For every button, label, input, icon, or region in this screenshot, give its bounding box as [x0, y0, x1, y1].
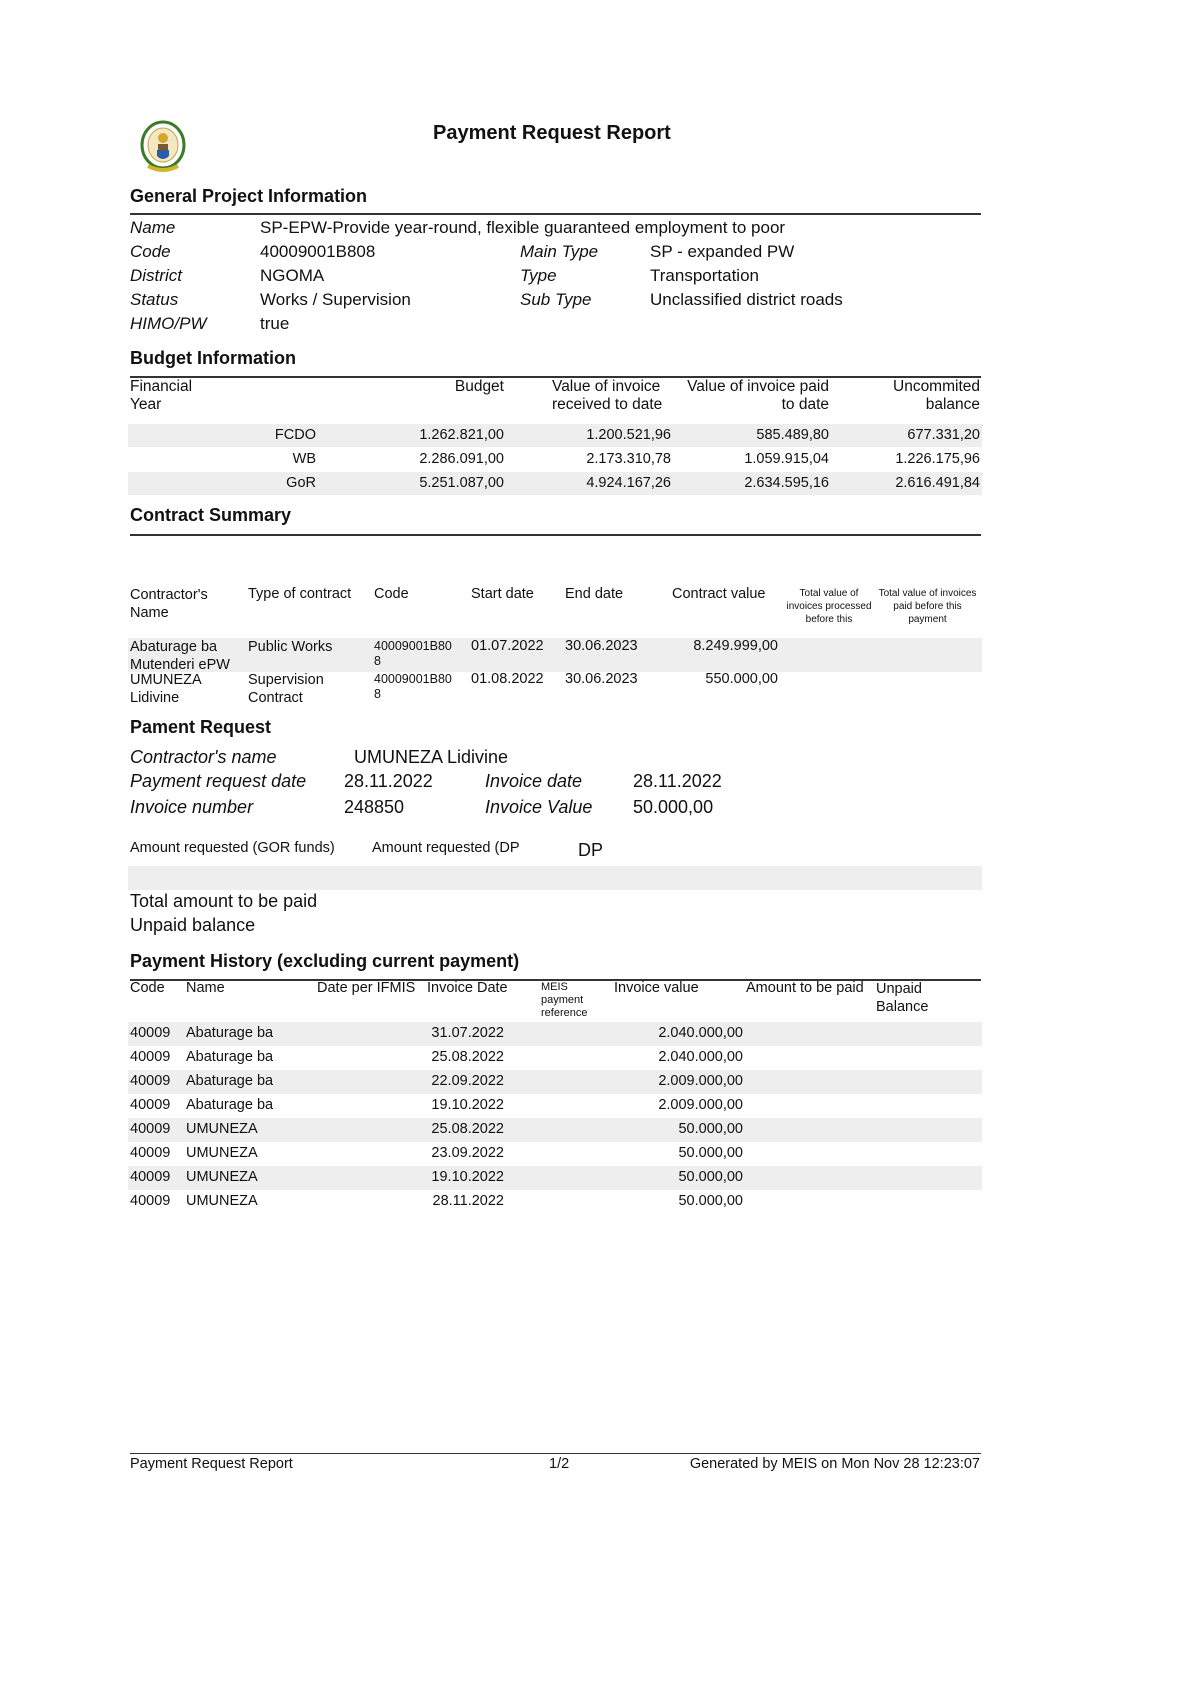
- contract-value: 8.249.999,00: [693, 638, 778, 654]
- invoice-number: 248850: [344, 797, 405, 817]
- sub-type-label: Sub Type: [520, 290, 592, 309]
- history-invoice-date: 31.07.2022: [431, 1025, 504, 1041]
- history-invoice-value: 2.009.000,00: [658, 1073, 743, 1089]
- amount-dp-label: Amount requested (DP: [372, 840, 520, 856]
- budget-source: FCDO: [274, 427, 316, 443]
- coat-of-arms-logo: [138, 120, 188, 174]
- budget-received: 2.173.310,78: [586, 451, 671, 467]
- sub-type: Unclassified district roads: [650, 290, 843, 309]
- history-header-invoice-value: Invoice value: [614, 980, 699, 996]
- budget-paid: 2.634.595,16: [744, 475, 829, 491]
- history-header-meis-ref: MEIS payment reference: [541, 981, 588, 1019]
- history-header-name: Name: [186, 980, 225, 996]
- budget-value: 1.262.821,00: [419, 427, 504, 443]
- history-header-invoice-date: Invoice Date: [427, 980, 508, 996]
- contract-summary-heading: Contract Summary: [130, 505, 292, 525]
- budget-header-budget: Budget: [454, 378, 504, 395]
- project-name: SP-EPW-Provide year-round, flexible guaranteed employment to poor: [260, 218, 786, 237]
- budget-value: 5.251.087,00: [419, 475, 504, 491]
- page-number: 1/2: [549, 1456, 570, 1472]
- name-label: Name: [130, 218, 176, 237]
- generated-by: Generated by MEIS on Mon Nov 28 12:23:07: [689, 1456, 980, 1472]
- history-name: UMUNEZA: [186, 1193, 258, 1209]
- code-label: Code: [130, 242, 171, 261]
- contract-end: 30.06.2023: [565, 671, 638, 687]
- contract-type: Supervision Contract: [248, 672, 324, 706]
- status-label: Status: [130, 290, 179, 309]
- history-name: Abaturage ba: [186, 1049, 274, 1065]
- type: Transportation: [650, 266, 759, 285]
- history-header-unpaid-balance: Unpaid Balance: [876, 981, 929, 1015]
- budget-header-balance: Uncommited balance: [893, 378, 980, 413]
- history-name: Abaturage ba: [186, 1073, 274, 1089]
- main-type: SP - expanded PW: [650, 242, 795, 261]
- type-label: Type: [520, 266, 557, 285]
- dp-label: DP: [578, 840, 604, 860]
- history-code: 40009: [130, 1145, 171, 1161]
- history-code: 40009: [130, 1169, 171, 1185]
- history-invoice-value: 50.000,00: [678, 1121, 743, 1137]
- unpaid-balance-label: Unpaid balance: [130, 915, 256, 935]
- contractor-name-label: Contractor's name: [130, 747, 277, 767]
- contract-code: 40009001B80 8: [374, 672, 452, 701]
- history-invoice-date: 19.10.2022: [431, 1097, 504, 1113]
- payment-request-date-label: Payment request date: [130, 771, 307, 791]
- history-code: 40009: [130, 1121, 171, 1137]
- budget-paid: 1.059.915,04: [744, 451, 829, 467]
- history-invoice-value: 50.000,00: [678, 1193, 743, 1209]
- contract-name: UMUNEZA Lidivine: [130, 672, 201, 706]
- history-header-ifmis-date: Date per IFMIS: [317, 980, 416, 996]
- history-name: Abaturage ba: [186, 1097, 274, 1113]
- footer-divider: [130, 1453, 981, 1454]
- history-invoice-value: 2.040.000,00: [658, 1025, 743, 1041]
- history-invoice-date: 25.08.2022: [431, 1049, 504, 1065]
- history-code: 40009: [130, 1193, 171, 1209]
- contract-start: 01.08.2022: [471, 671, 544, 687]
- budget-received: 4.924.167,26: [586, 475, 671, 491]
- history-invoice-value: 50.000,00: [678, 1169, 743, 1185]
- contract-header-value: Contract value: [672, 586, 766, 602]
- history-invoice-value: 2.009.000,00: [658, 1097, 743, 1113]
- budget-heading: Budget Information: [130, 348, 296, 368]
- budget-source: WB: [292, 451, 316, 467]
- budget-header-paid: Value of invoice paid to date: [687, 378, 829, 413]
- budget-balance: 2.616.491,84: [895, 475, 980, 491]
- history-invoice-date: 23.09.2022: [431, 1145, 504, 1161]
- payment-history-heading: Payment History (excluding current payment): [130, 951, 520, 971]
- history-code: 40009: [130, 1097, 171, 1113]
- contract-header-start: Start date: [471, 586, 534, 602]
- contract-code: 40009001B80 8: [374, 639, 452, 668]
- district: NGOMA: [260, 266, 325, 285]
- himo-label: HIMO/PW: [130, 314, 207, 333]
- general-info-heading: General Project Information: [130, 186, 368, 206]
- district-label: District: [130, 266, 182, 285]
- history-header-amount-to-pay: Amount to be paid: [746, 980, 864, 996]
- report-title: Payment Request Report: [433, 122, 671, 144]
- history-name: Abaturage ba: [186, 1025, 274, 1041]
- history-invoice-date: 22.09.2022: [431, 1073, 504, 1089]
- history-code: 40009: [130, 1073, 171, 1089]
- contract-header-code: Code: [374, 586, 409, 602]
- contract-value: 550.000,00: [705, 671, 778, 687]
- contract-header-name: Contractor's Name: [130, 587, 208, 621]
- main-type-label: Main Type: [520, 242, 599, 261]
- invoice-date: 28.11.2022: [633, 771, 722, 791]
- contract-header-processed: Total value of invoices processed before this: [786, 588, 872, 625]
- contractor-name: UMUNEZA Lidivine: [354, 747, 509, 767]
- budget-header-received: Value of invoice received to date: [552, 378, 663, 413]
- status: Works / Supervision: [260, 290, 411, 309]
- history-code: 40009: [130, 1049, 171, 1065]
- budget-header-year: Financial Year: [130, 378, 193, 413]
- invoice-number-label: Invoice number: [130, 797, 254, 817]
- history-header-code: Code: [130, 980, 165, 996]
- budget-paid: 585.489,80: [756, 427, 829, 443]
- history-code: 40009: [130, 1025, 171, 1041]
- total-amount-label: Total amount to be paid: [130, 891, 318, 911]
- divider: [130, 213, 981, 215]
- contract-end: 30.06.2023: [565, 638, 638, 654]
- budget-balance: 677.331,20: [907, 427, 980, 443]
- payment-request-date: 28.11.2022: [344, 771, 433, 791]
- contract-name: Abaturage ba Mutenderi ePW: [130, 639, 230, 673]
- history-invoice-date: 28.11.2022: [432, 1193, 504, 1209]
- budget-source: GoR: [286, 475, 316, 491]
- project-code: 40009001B808: [260, 242, 376, 261]
- budget-value: 2.286.091,00: [419, 451, 504, 467]
- contract-header-type: Type of contract: [248, 586, 352, 602]
- history-invoice-date: 19.10.2022: [431, 1169, 504, 1185]
- history-name: UMUNEZA: [186, 1121, 258, 1137]
- amount-row-band: [128, 866, 982, 890]
- payment-request-heading: Pament Request: [130, 717, 272, 737]
- history-invoice-value: 2.040.000,00: [658, 1049, 743, 1065]
- budget-balance: 1.226.175,96: [895, 451, 980, 467]
- contract-start: 01.07.2022: [471, 638, 544, 654]
- history-invoice-value: 50.000,00: [678, 1145, 743, 1161]
- himo-value: true: [260, 314, 290, 333]
- history-name: UMUNEZA: [186, 1145, 258, 1161]
- contract-header-paid-before: Total value of invoices paid before this payment: [878, 588, 977, 625]
- invoice-value-label: Invoice Value: [485, 797, 593, 817]
- history-name: UMUNEZA: [186, 1169, 258, 1185]
- invoice-value: 50.000,00: [633, 797, 714, 817]
- history-invoice-date: 25.08.2022: [431, 1121, 504, 1137]
- contract-type: Public Works: [248, 639, 333, 655]
- footer-title: Payment Request Report: [130, 1456, 293, 1472]
- amount-gor-label: Amount requested (GOR funds): [130, 840, 335, 856]
- contract-header-end: End date: [565, 586, 624, 602]
- invoice-date-label: Invoice date: [485, 771, 583, 791]
- budget-received: 1.200.521,96: [586, 427, 671, 443]
- divider: [130, 534, 981, 536]
